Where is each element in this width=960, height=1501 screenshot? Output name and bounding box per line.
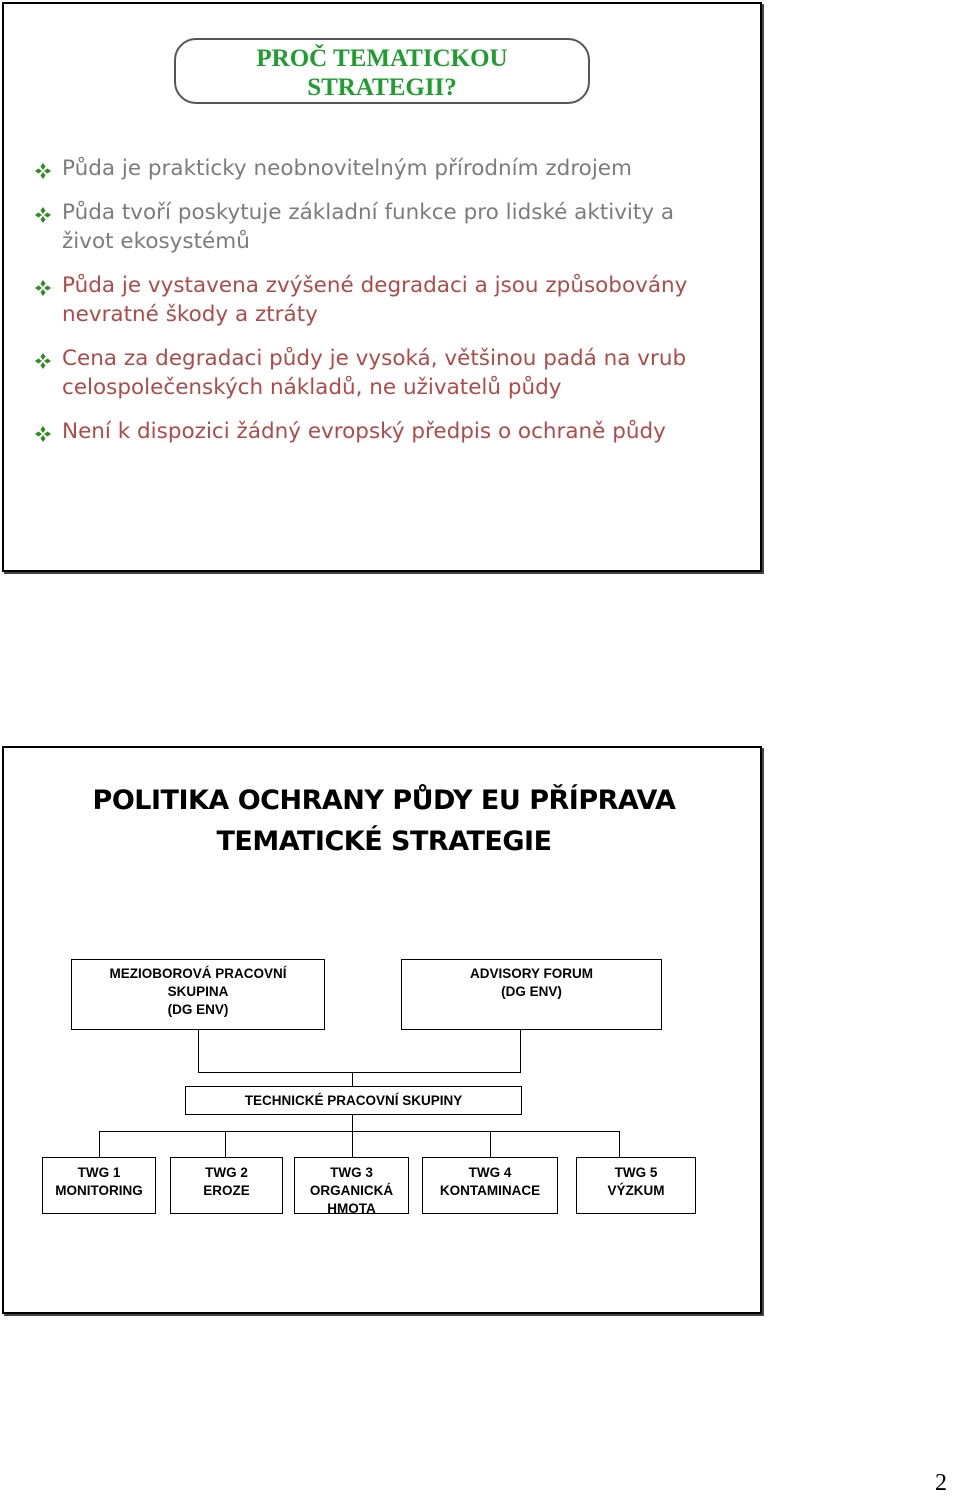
bullet-item <box>32 198 732 256</box>
box-text: (DG ENV) <box>501 984 562 999</box>
box-text: VÝZKUM <box>607 1183 665 1198</box>
bullet-text: Půda je prakticky neobnovitelným přírodním zdrojem <box>62 156 632 181</box>
box-text: MONITORING <box>55 1183 143 1198</box>
connector-line <box>490 1131 491 1157</box>
connector-line <box>99 1131 100 1157</box>
box-text: TWG 1 <box>77 1165 121 1180</box>
box-text: ADVISORY FORUM <box>469 966 593 981</box>
box-text: (DG ENV) <box>167 1002 229 1017</box>
diamond-bullet-icon <box>34 279 52 297</box>
connector-line <box>520 1030 521 1073</box>
connector-line <box>198 1072 521 1073</box>
slide-heading <box>4 780 764 862</box>
slide-title <box>174 38 590 104</box>
box-text: HMOTA <box>327 1201 376 1216</box>
diamond-bullet-icon <box>34 206 52 224</box>
bullet-text: Není k dispozici žádný evropský předpis o ochraně půdy <box>62 419 666 444</box>
box-text: SKUPINA <box>167 984 229 999</box>
bullet-item <box>32 417 732 446</box>
box-text: TWG 3 <box>330 1165 373 1180</box>
slide-eu-policy-org-chart <box>2 746 762 1314</box>
diamond-bullet-icon <box>34 425 52 443</box>
bullet-item <box>32 271 732 329</box>
slide-why-strategy <box>2 2 762 572</box>
box-advisory-forum <box>401 959 662 1030</box>
box-text: TWG 4 <box>468 1165 512 1180</box>
slide-heading-line-1: POLITIKA OCHRANY PŮDY EU PŘÍPRAVA <box>92 785 676 816</box>
bullet-text: Půda je vystavena zvýšené degradaci a jsou způsobovány nevratné škody a ztráty <box>62 273 688 327</box>
bullet-list <box>32 154 732 461</box>
box-text: TECHNICKÉ PRACOVNÍ SKUPINY <box>244 1093 463 1108</box>
page-number: 2 <box>935 1470 947 1496</box>
connector-line <box>619 1131 620 1157</box>
connector-line <box>225 1131 226 1157</box>
slide-heading-line-2: TEMATICKÉ STRATEGIE <box>216 826 552 857</box>
box-interdepartmental-group <box>71 959 325 1030</box>
diamond-bullet-icon <box>34 352 52 370</box>
box-text: KONTAMINACE <box>439 1183 541 1198</box>
bullet-item <box>32 154 732 183</box>
box-text: EROZE <box>203 1183 250 1198</box>
box-text: MEZIOBOROVÁ PRACOVNÍ <box>109 966 287 981</box>
box-text: ORGANICKÁ <box>309 1183 394 1198</box>
connector-line <box>352 1072 353 1086</box>
slide-title-line-1: PROČ TEMATICKOU <box>256 45 508 72</box>
box-twg-1 <box>42 1157 156 1214</box>
connector-line <box>198 1030 199 1073</box>
bullet-item <box>32 344 732 402</box>
slide-title-line-2: STRATEGII? <box>307 74 457 101</box>
connector-line <box>352 1114 353 1132</box>
box-twg-3 <box>294 1157 409 1214</box>
box-twg-5 <box>576 1157 696 1214</box>
bullet-text: Půda tvoří poskytuje základní funkce pro lidské aktivity a život ekosystémů <box>62 200 675 254</box>
diamond-bullet-icon <box>34 162 52 180</box>
box-text: TWG 5 <box>614 1165 658 1180</box>
box-text: TWG 2 <box>205 1165 248 1180</box>
box-twg-4 <box>422 1157 558 1214</box>
connector-line <box>99 1131 620 1132</box>
box-twg-2 <box>170 1157 283 1214</box>
box-technical-working-groups <box>185 1086 522 1115</box>
connector-line <box>352 1131 353 1157</box>
bullet-text: Cena za degradaci půdy je vysoká, většinou padá na vrub celospolečenských nákladů, ne uživatelů půdy <box>62 346 687 400</box>
